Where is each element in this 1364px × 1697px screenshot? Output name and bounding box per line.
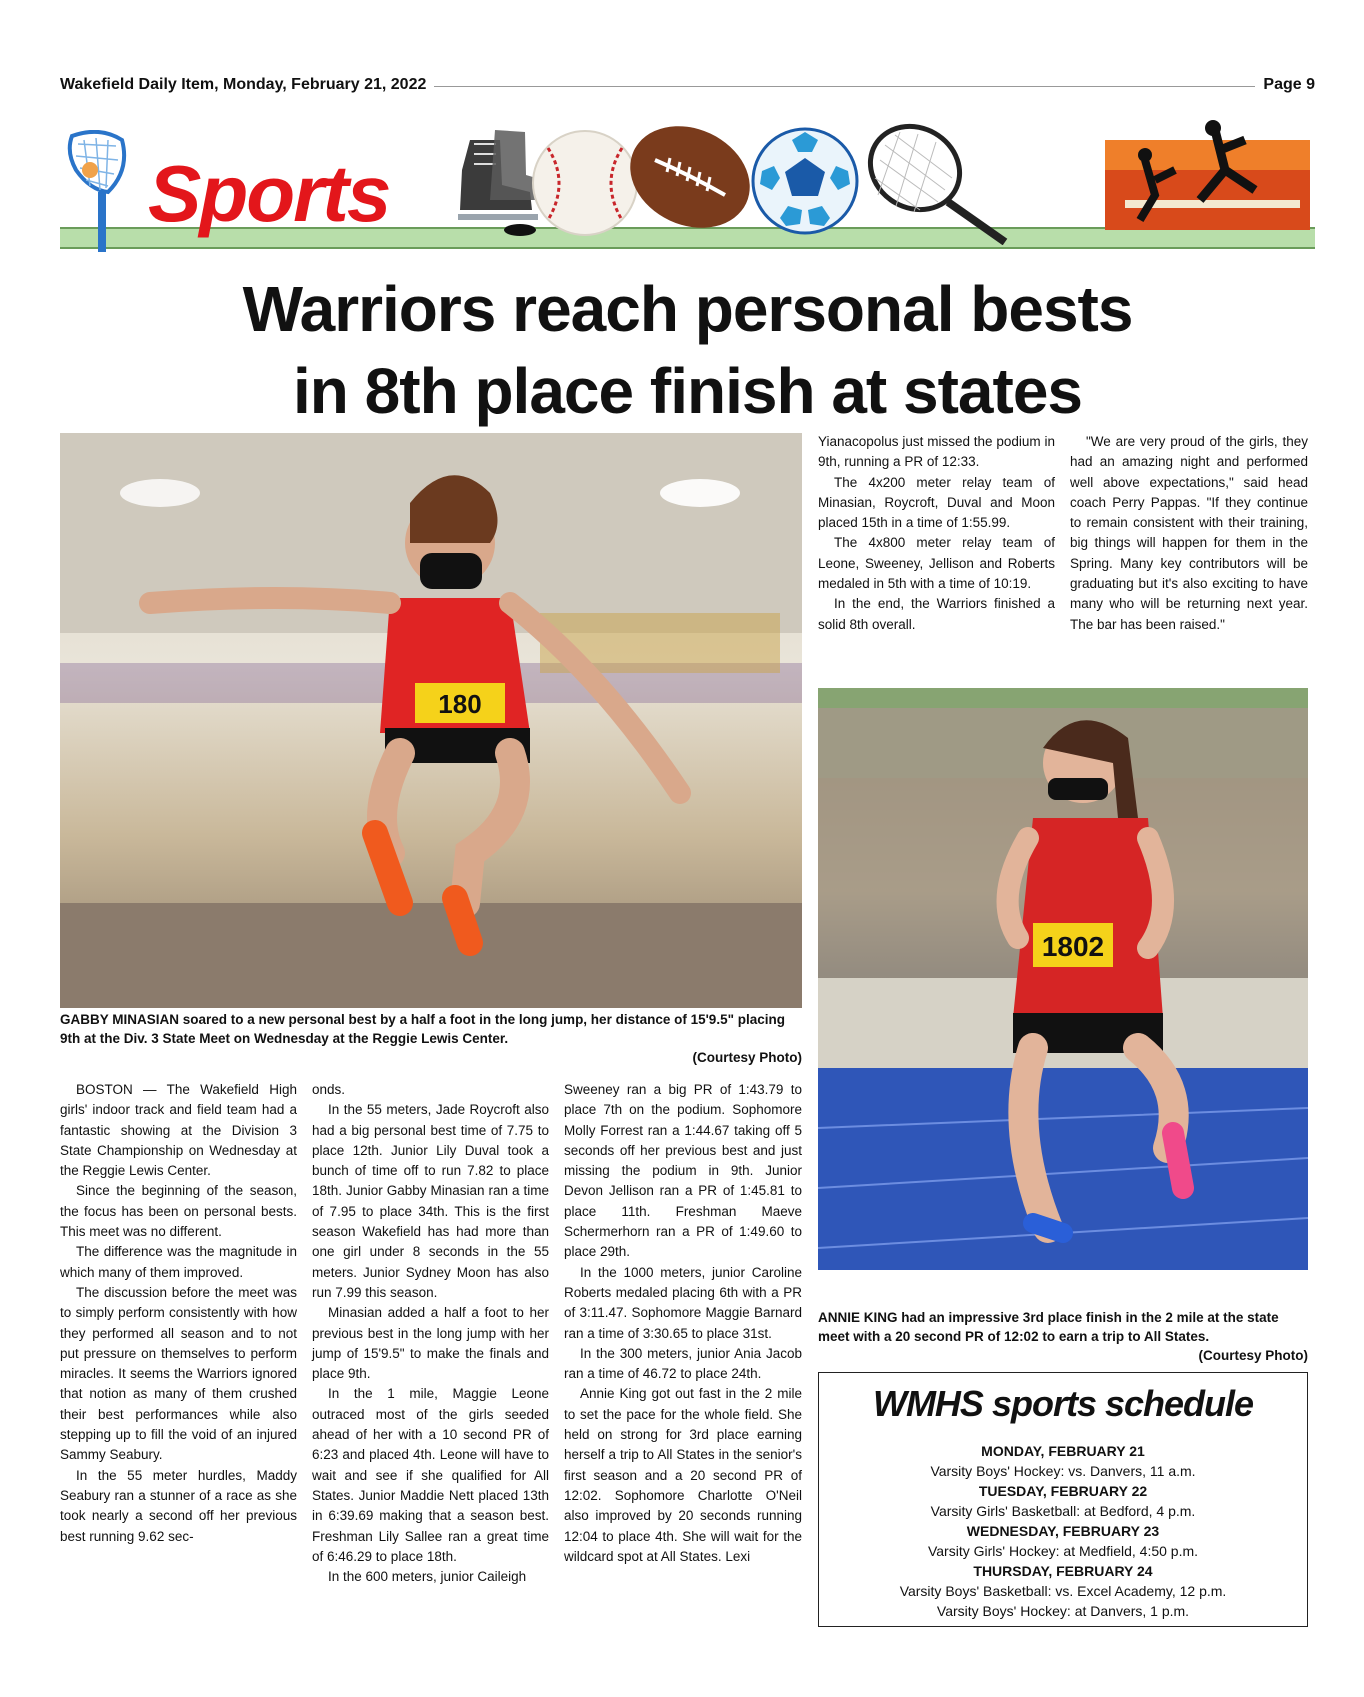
photo1-caption-text: GABBY MINASIAN soared to a new personal best by a half a foot in the long jump, her distance of 15'9.5" placing 9th at the Div. 3 State Meet on Wednesday at the Reggie Lewis Center. bbox=[60, 1012, 785, 1046]
sports-schedule-box bbox=[818, 1372, 1308, 1627]
headline-line-1: Warriors reach personal bests bbox=[242, 273, 1133, 345]
publication-line: Wakefield Daily Item, Monday, February 21, 2022 bbox=[60, 76, 434, 94]
article-paragraph: The 4x800 meter relay team of Leone, Sweeney, Jellison and Roberts medaled in 5th with a time of 10:19. bbox=[818, 535, 1055, 592]
article-paragraph: The difference was the magnitude in which many of them improved. bbox=[60, 1244, 297, 1280]
page-number: Page 9 bbox=[1255, 76, 1315, 94]
photo1-caption bbox=[60, 1010, 802, 1067]
article-column-2 bbox=[312, 1080, 549, 1587]
article-paragraph: In the 300 meters, junior Ania Jacob ran a time of 46.72 to place 24th. bbox=[564, 1345, 802, 1382]
hurdlers-icon bbox=[1105, 120, 1310, 235]
article-paragraph: In the 55 meter hurdles, Maddy Seabury ran a stunner of a race as she took nearly a second off her previous best running 9.62 sec- bbox=[60, 1467, 297, 1544]
schedule-event: Varsity Boys' Hockey: vs. Danvers, 11 a.m. bbox=[930, 1463, 1196, 1479]
article-paragraph: In the 55 meters, Jade Roycroft also had a big personal best time of 7.75 to place 12th. Junior Lily Duval took a bunch of time off to run 7.82 to place 18th. Junior Gabby Minasian ran a time of 7.95 to place 34th. This is the first season Wakefield has had more than one girl under 8 seconds in the 55 meters. Junior Sydney Moon has also run 7.99 this season. bbox=[312, 1102, 549, 1300]
soccer-ball-icon bbox=[750, 126, 860, 236]
lacrosse-stick-icon bbox=[60, 130, 140, 255]
article-paragraph: "We are very proud of the girls, they had an amazing night and performed well above expectations," said head coach Perry Pappas. "If they continue to remain consistent with their training, big things will happen for them in the Spring. Many key contributors will be graduating but it's also exciting to have many who will be returning next year. The bar has been raised." bbox=[1070, 434, 1308, 632]
runner-photo bbox=[818, 688, 1308, 1270]
schedule-title: WMHS sports schedule bbox=[872, 1383, 1254, 1424]
runner-illustration bbox=[818, 688, 1308, 1270]
running-header bbox=[60, 70, 1315, 100]
schedule-event: Varsity Boys' Basketball: vs. Excel Academy, 12 p.m. bbox=[899, 1583, 1227, 1599]
headline-line-2: in 8th place finish at states bbox=[293, 355, 1082, 427]
schedule-event: Varsity Boys' Hockey: at Danvers, 1 p.m. bbox=[936, 1603, 1190, 1619]
photo2-credit: (Courtesy Photo) bbox=[1198, 1348, 1308, 1363]
long-jump-photo bbox=[60, 433, 802, 1008]
article-column-3 bbox=[564, 1080, 802, 1567]
photo1-credit: (Courtesy Photo) bbox=[692, 1050, 802, 1065]
sports-title: Sports bbox=[148, 149, 390, 238]
photo2-caption-text: ANNIE KING had an impressive 3rd place finish in the 2 mile at the state meet with a 20 second PR of 12:02 to earn a trip to All States. bbox=[818, 1310, 1279, 1344]
article-headline bbox=[60, 268, 1315, 432]
football-icon bbox=[625, 120, 755, 235]
article-column-4 bbox=[818, 432, 1055, 635]
article-paragraph: In the end, the Warriors finished a solid 8th overall. bbox=[818, 596, 1055, 632]
article-paragraph: In the 1 mile, Maggie Leone outraced most of the girls seeded ahead of her with a 10 second PR of 6:23 and placed 4th. Leone will have to wait and see if she qualified for All States. Junior Maddie Nett placed 13th in 6:39.69 making that a season best. Freshman Lily Sallee ran a great time of 6:46.29 to place 18th. bbox=[312, 1386, 549, 1564]
schedule-day: MONDAY, FEBRUARY 21 bbox=[981, 1443, 1145, 1459]
schedule-day: TUESDAY, FEBRUARY 22 bbox=[978, 1483, 1148, 1499]
schedule-day: WEDNESDAY, FEBRUARY 23 bbox=[966, 1523, 1160, 1539]
baseball-icon bbox=[530, 128, 640, 238]
photo2-caption bbox=[818, 1308, 1308, 1365]
article-paragraph: BOSTON — The Wakefield High girls' indoor track and field team had a fantastic showing at the Division 3 State Championship on Wednesday at the Reggie Lewis Center. bbox=[60, 1082, 297, 1179]
sports-banner bbox=[60, 120, 1315, 255]
schedule-day: THURSDAY, FEBRUARY 24 bbox=[973, 1563, 1153, 1579]
article-paragraph: Sweeney ran a big PR of 1:43.79 to place 7th on the podium. Sophomore Molly Forrest ran a 1:44.67 taking off 5 seconds off her previous best and just missing the podium in 9th. Junior Devon Jellison ran a PR of 1:45.81 to place 11th. Freshman Maeve Schermerhorn ran a PR of 1:49.60 to place 29th. bbox=[564, 1082, 802, 1260]
schedule-event: Varsity Girls' Basketball: at Bedford, 4 p.m. bbox=[930, 1503, 1196, 1519]
article-column-5 bbox=[1070, 432, 1308, 635]
article-paragraph: Minasian added a half a foot to her previous best in the long jump with her jump of 15'9.5" to make the finals and place 9th. bbox=[312, 1305, 549, 1382]
article-paragraph: The 4x200 meter relay team of Minasian, Roycroft, Duval and Moon placed 15th in a time of 1:55.99. bbox=[818, 474, 1055, 531]
schedule-event: Varsity Girls' Hockey: at Medfield, 4:50 p.m. bbox=[927, 1543, 1199, 1559]
tennis-racket-icon bbox=[860, 120, 1010, 245]
article-paragraph: Yianacopolus just missed the podium in 9th, running a PR of 12:33. bbox=[818, 434, 1055, 470]
bib-number-2: 1802 bbox=[1041, 931, 1105, 962]
long-jump-illustration bbox=[60, 433, 802, 1008]
bib-number-1: 180 bbox=[438, 689, 482, 719]
article-paragraph: Annie King got out fast in the 2 mile to set the pace for the whole field. She held on strong for 3rd place earning herself a trip to All States in the senior's first season and a 20 second PR of 12:02. Sophomore Charlotte O'Neil also improved by 20 seconds running 12:04 to place 4th. She will wait for the wildcard spot at All States. Lexi bbox=[564, 1386, 802, 1564]
article-paragraph: Since the beginning of the season, the focus has been on personal bests. This meet was no different. bbox=[60, 1183, 297, 1240]
article-paragraph: onds. bbox=[312, 1082, 346, 1097]
article-column-1 bbox=[60, 1080, 297, 1547]
article-paragraph: In the 1000 meters, junior Caroline Roberts medaled placing 6th with a PR of 3:11.47. Sophomore Maggie Barnard ran a time of 3:30.65 to place 31st. bbox=[564, 1264, 802, 1341]
article-paragraph: In the 600 meters, junior Caileigh bbox=[328, 1569, 527, 1585]
article-paragraph: The discussion before the meet was to simply perform consistently with how they performed all season and to not put pressure on themselves to perform miracles. It seems the Warriors ignored that notion as many of them crushed their best performances while also stepping up to fill the void of an injured Sammy Seabury. bbox=[60, 1284, 297, 1463]
